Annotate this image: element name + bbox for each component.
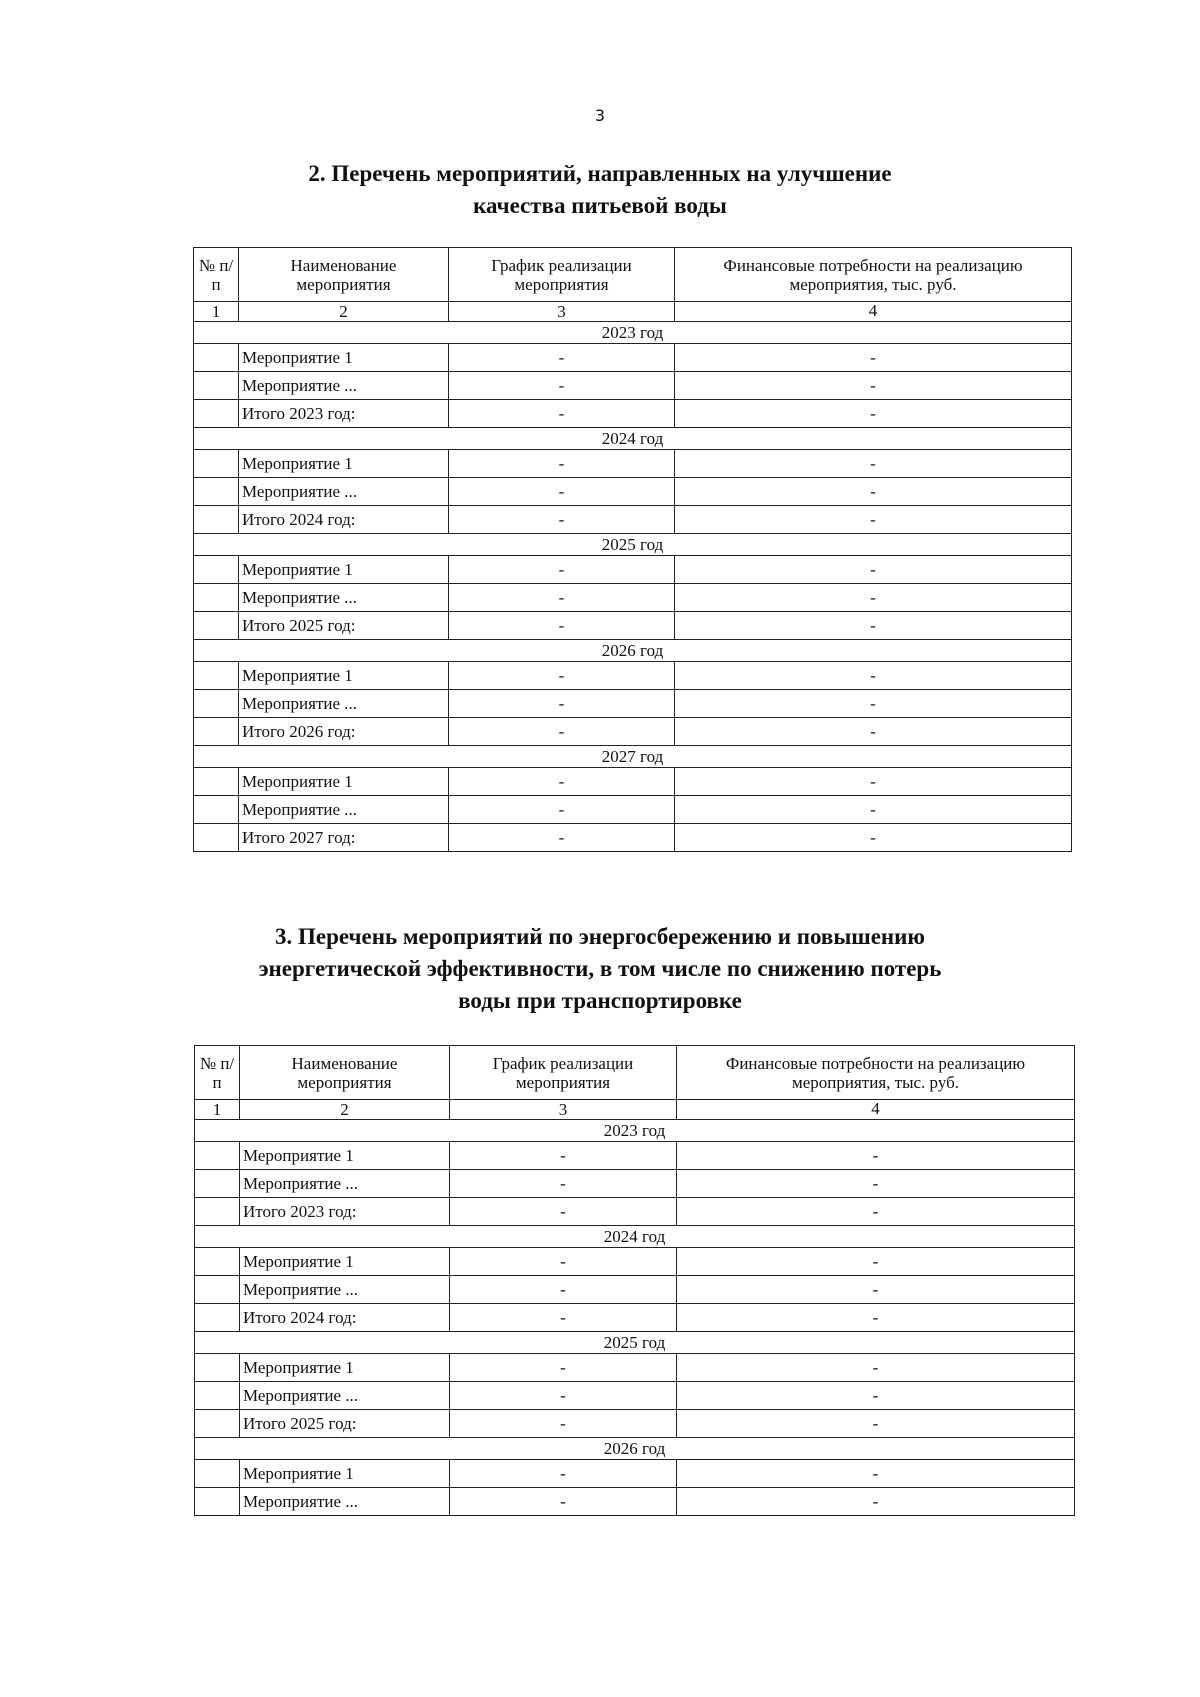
year-row: [194, 640, 1072, 662]
year-label: 2026 год: [195, 1438, 1075, 1460]
measure-name: Мероприятие ...: [239, 584, 449, 612]
finance-value: -: [675, 400, 1072, 428]
row-number-cell: [195, 1382, 240, 1410]
table-row: [194, 584, 1072, 612]
finance-value: -: [677, 1248, 1075, 1276]
finance-value: -: [677, 1304, 1075, 1332]
column-numbers-row: [195, 1100, 1075, 1120]
section-2-title-line-1: 2. Перечень мероприятий, направленных на улучшение: [308, 161, 892, 186]
finance-value: -: [675, 718, 1072, 746]
header-name: Наименование мероприятия: [239, 248, 449, 302]
finance-value: -: [675, 372, 1072, 400]
row-number-cell: [195, 1198, 240, 1226]
finance-value: -: [677, 1354, 1075, 1382]
year-label: 2023 год: [195, 1120, 1075, 1142]
measure-name: Мероприятие 1: [240, 1460, 450, 1488]
measure-name: Мероприятие 1: [240, 1354, 450, 1382]
row-number-cell: [194, 718, 239, 746]
year-label: 2023 год: [194, 322, 1072, 344]
schedule-value: -: [449, 450, 675, 478]
header-finance: Финансовые потребности на реализацию мероприятия, тыс. руб.: [675, 248, 1072, 302]
year-row: [195, 1438, 1075, 1460]
column-numbers-row: [194, 302, 1072, 322]
measure-name: Итого 2027 год:: [239, 824, 449, 852]
year-row: [195, 1226, 1075, 1248]
row-number-cell: [195, 1276, 240, 1304]
table-row: [195, 1142, 1075, 1170]
year-label: 2026 год: [194, 640, 1072, 662]
row-number-cell: [194, 584, 239, 612]
row-number-cell: [194, 612, 239, 640]
section-3-title-line-2: энергетической эффективности, в том числе по снижению потерь: [258, 956, 942, 981]
measure-name: Мероприятие 1: [239, 556, 449, 584]
header-schedule: График реализации мероприятия: [449, 248, 675, 302]
table-row: [194, 612, 1072, 640]
finance-value: -: [675, 478, 1072, 506]
measure-name: Мероприятие ...: [240, 1170, 450, 1198]
schedule-value: -: [450, 1248, 677, 1276]
measure-name: Итого 2025 год:: [240, 1410, 450, 1438]
schedule-value: -: [449, 718, 675, 746]
measure-name: Мероприятие ...: [239, 478, 449, 506]
table-header-row: [195, 1046, 1075, 1100]
table-row: [195, 1198, 1075, 1226]
measure-name: Мероприятие 1: [240, 1142, 450, 1170]
year-row: [194, 746, 1072, 768]
schedule-value: -: [450, 1142, 677, 1170]
row-number-cell: [195, 1460, 240, 1488]
section-3-title-line-3: воды при транспортировке: [458, 988, 742, 1013]
row-number-cell: [194, 372, 239, 400]
schedule-value: -: [450, 1276, 677, 1304]
column-number: 3: [449, 302, 675, 322]
section-3-title-line-1: 3. Перечень мероприятий по энергосбережению и повышению: [275, 924, 925, 949]
row-number-cell: [194, 796, 239, 824]
year-row: [195, 1332, 1075, 1354]
finance-value: -: [677, 1142, 1075, 1170]
measure-name: Итого 2023 год:: [240, 1198, 450, 1226]
row-number-cell: [194, 768, 239, 796]
column-number: 3: [450, 1100, 677, 1120]
measure-name: Мероприятие 1: [239, 768, 449, 796]
row-number-cell: [194, 824, 239, 852]
schedule-value: -: [449, 768, 675, 796]
row-number-cell: [194, 662, 239, 690]
year-row: [195, 1120, 1075, 1142]
table-row: [194, 400, 1072, 428]
column-number: 4: [675, 302, 1072, 322]
finance-value: -: [675, 506, 1072, 534]
year-label: 2025 год: [194, 534, 1072, 556]
finance-value: -: [675, 824, 1072, 852]
row-number-cell: [194, 690, 239, 718]
schedule-value: -: [450, 1410, 677, 1438]
schedule-value: -: [449, 400, 675, 428]
schedule-value: -: [449, 584, 675, 612]
column-number: 4: [677, 1100, 1075, 1120]
section-2-title-line-2: качества питьевой воды: [473, 193, 727, 218]
table-row: [194, 478, 1072, 506]
schedule-value: -: [450, 1198, 677, 1226]
header-name: Наименование мероприятия: [240, 1046, 450, 1100]
schedule-value: -: [449, 662, 675, 690]
row-number-cell: [194, 400, 239, 428]
finance-value: -: [677, 1198, 1075, 1226]
measure-name: Мероприятие 1: [240, 1248, 450, 1276]
finance-value: -: [675, 690, 1072, 718]
row-number-cell: [194, 478, 239, 506]
schedule-value: -: [450, 1170, 677, 1198]
schedule-value: -: [449, 556, 675, 584]
row-number-cell: [195, 1410, 240, 1438]
row-number-cell: [194, 450, 239, 478]
finance-value: -: [675, 584, 1072, 612]
schedule-value: -: [449, 796, 675, 824]
schedule-value: -: [449, 690, 675, 718]
year-label: 2024 год: [195, 1226, 1075, 1248]
column-number: 2: [239, 302, 449, 322]
measure-name: Итого 2024 год:: [240, 1304, 450, 1332]
table-row: [195, 1460, 1075, 1488]
table-row: [194, 718, 1072, 746]
year-label: 2025 год: [195, 1332, 1075, 1354]
table-row: [195, 1248, 1075, 1276]
table-row: [194, 768, 1072, 796]
measure-name: Итого 2026 год:: [239, 718, 449, 746]
finance-value: -: [675, 612, 1072, 640]
schedule-value: -: [449, 612, 675, 640]
section-2-table: [193, 247, 1072, 852]
section-2-title: [0, 158, 1200, 222]
row-number-cell: [195, 1488, 240, 1516]
header-number: № п/п: [194, 248, 239, 302]
schedule-value: -: [450, 1354, 677, 1382]
table-row: [194, 506, 1072, 534]
measure-name: Мероприятие ...: [240, 1276, 450, 1304]
measure-name: Мероприятие 1: [239, 344, 449, 372]
finance-value: -: [675, 450, 1072, 478]
section-3-table: [194, 1045, 1075, 1516]
year-label: 2024 год: [194, 428, 1072, 450]
finance-value: -: [677, 1276, 1075, 1304]
schedule-value: -: [449, 478, 675, 506]
year-row: [194, 322, 1072, 344]
table-row: [194, 662, 1072, 690]
schedule-value: -: [450, 1488, 677, 1516]
finance-value: -: [677, 1488, 1075, 1516]
measure-name: Мероприятие ...: [240, 1382, 450, 1410]
header-finance: Финансовые потребности на реализацию мероприятия, тыс. руб.: [677, 1046, 1075, 1100]
year-row: [194, 428, 1072, 450]
measure-name: Итого 2025 год:: [239, 612, 449, 640]
measure-name: Мероприятие ...: [239, 690, 449, 718]
measure-name: Мероприятие 1: [239, 662, 449, 690]
row-number-cell: [195, 1354, 240, 1382]
row-number-cell: [194, 506, 239, 534]
schedule-value: -: [450, 1460, 677, 1488]
finance-value: -: [675, 768, 1072, 796]
table-header-row: [194, 248, 1072, 302]
measure-name: Мероприятие ...: [239, 372, 449, 400]
table-row: [195, 1354, 1075, 1382]
table-row: [195, 1488, 1075, 1516]
measure-name: Итого 2024 год:: [239, 506, 449, 534]
table-row: [195, 1276, 1075, 1304]
column-number: 1: [194, 302, 239, 322]
finance-value: -: [677, 1410, 1075, 1438]
table-row: [195, 1382, 1075, 1410]
table-row: [194, 796, 1072, 824]
table-row: [194, 556, 1072, 584]
year-row: [194, 534, 1072, 556]
finance-value: -: [677, 1382, 1075, 1410]
row-number-cell: [195, 1248, 240, 1276]
header-schedule: График реализации мероприятия: [450, 1046, 677, 1100]
table-row: [194, 372, 1072, 400]
column-number: 2: [240, 1100, 450, 1120]
table-row: [194, 690, 1072, 718]
header-number: № п/п: [195, 1046, 240, 1100]
row-number-cell: [195, 1170, 240, 1198]
schedule-value: -: [449, 344, 675, 372]
schedule-value: -: [449, 824, 675, 852]
finance-value: -: [675, 796, 1072, 824]
measure-name: Мероприятие ...: [240, 1488, 450, 1516]
measure-name: Мероприятие 1: [239, 450, 449, 478]
row-number-cell: [194, 344, 239, 372]
row-number-cell: [194, 556, 239, 584]
finance-value: -: [675, 556, 1072, 584]
measure-name: Мероприятие ...: [239, 796, 449, 824]
schedule-value: -: [450, 1382, 677, 1410]
schedule-value: -: [449, 372, 675, 400]
finance-value: -: [675, 662, 1072, 690]
table-row: [194, 450, 1072, 478]
finance-value: -: [677, 1460, 1075, 1488]
section-3-title: [0, 921, 1200, 1017]
schedule-value: -: [449, 506, 675, 534]
row-number-cell: [195, 1304, 240, 1332]
table-row: [195, 1410, 1075, 1438]
finance-value: -: [675, 344, 1072, 372]
measure-name: Итого 2023 год:: [239, 400, 449, 428]
finance-value: -: [677, 1170, 1075, 1198]
table-row: [194, 344, 1072, 372]
row-number-cell: [195, 1142, 240, 1170]
schedule-value: -: [450, 1304, 677, 1332]
table-row: [195, 1170, 1075, 1198]
table-row: [194, 824, 1072, 852]
page-number: 3: [594, 106, 606, 125]
table-row: [195, 1304, 1075, 1332]
year-label: 2027 год: [194, 746, 1072, 768]
column-number: 1: [195, 1100, 240, 1120]
